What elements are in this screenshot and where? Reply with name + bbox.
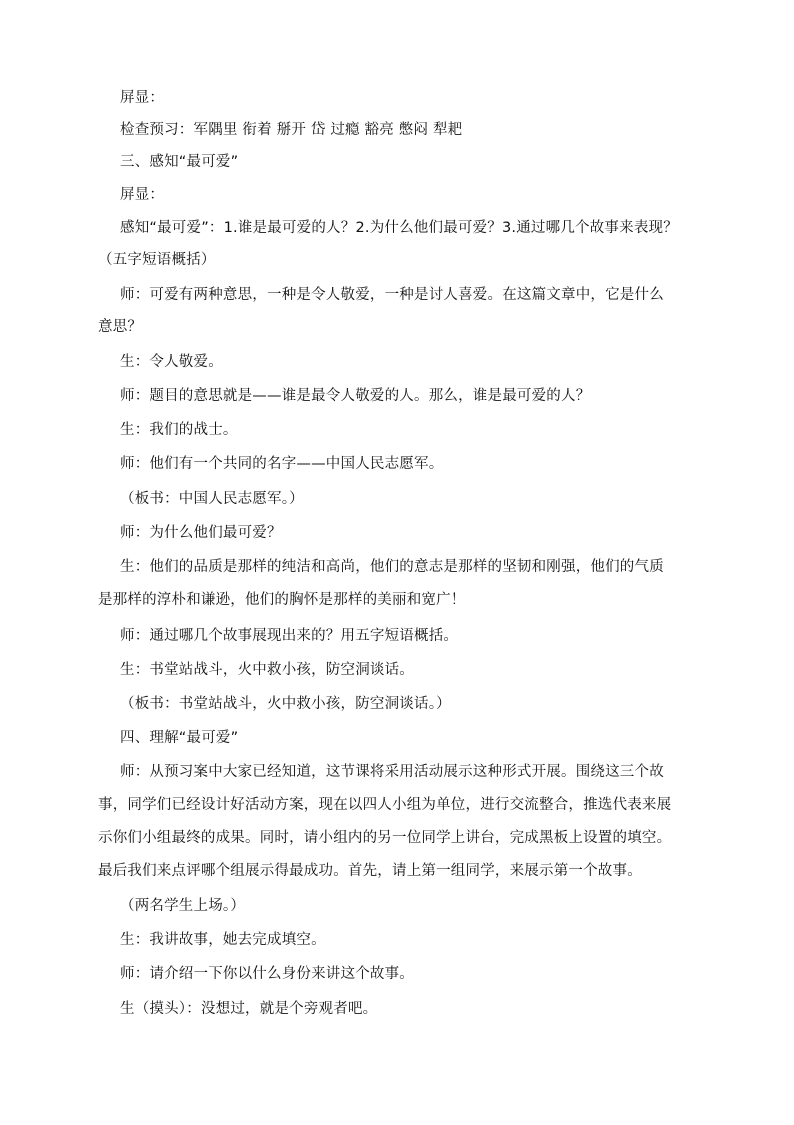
text-line: 生：我们的战士。 <box>120 422 238 438</box>
text-line: 事，同学们已经设计好活动方案，现在以四人小组为单位，进行交流整合，推选代表来展 <box>98 797 672 813</box>
text-line: 是那样的淳朴和谦逊，他们的胸怀是那样的美丽和宽广！ <box>98 592 466 608</box>
text-line: 师：请介绍一下你以什么身份来讲这个故事。 <box>120 966 414 982</box>
text-line: （五字短语概括） <box>98 252 216 268</box>
text-line: 检查预习：军隅里 衔着 掰开 岱 过瘾 豁亮 憋闷 犁耙 <box>120 122 463 138</box>
text-line: 示你们小组最终的成果。同时，请小组内的另一位同学上讲台，完成黑板上设置的填空。 <box>98 830 672 846</box>
text-line: （板书：书堂站战斗，火中救小孩，防空洞谈话。） <box>120 696 451 712</box>
text-line: 生（摸头）：没想过，就是个旁观者吧。 <box>120 1001 378 1017</box>
text-line: 师：题目的意思就是——谁是最令人敬爱的人。那么，谁是最可爱的人？ <box>120 388 591 404</box>
text-line: （板书：中国人民志愿军。） <box>120 491 304 507</box>
text-line: 最后我们来点评哪个组展示得最成功。首先，请上第一组同学，来展示第一个故事。 <box>98 863 642 879</box>
text-line: 意思？ <box>98 319 143 335</box>
text-line: 屏显： <box>120 90 165 106</box>
text-line: 师：他们有一个共同的名字——中国人民志愿军。 <box>120 456 444 472</box>
text-line: 师：从预习案中大家已经知道，这节课将采用活动展示这种形式开展。围绕这三个故 <box>120 764 664 780</box>
section-heading: 四、理解“最可爱” <box>120 730 239 746</box>
text-line: 屏显： <box>120 187 165 203</box>
text-line: 师：通过哪几个故事展现出来的？用五字短语概括。 <box>120 628 459 644</box>
text-line: 师：为什么他们最可爱？ <box>120 525 282 541</box>
text-line: 感知“最可爱”：1.谁是最可爱的人？2.为什么他们最可爱？3.通过哪几个故事来表现？ <box>120 220 678 236</box>
text-line: 生：他们的品质是那样的纯洁和高尚，他们的意志是那样的坚韧和刚强，他们的气质 <box>120 559 664 575</box>
section-heading: 三、感知“最可爱” <box>120 154 239 170</box>
text-line: （两名学生上场。） <box>120 898 246 914</box>
text-line: 生：书堂站战斗，火中救小孩，防空洞谈话。 <box>120 662 414 678</box>
text-line: 生：我讲故事，她去完成填空。 <box>120 932 326 948</box>
text-line: 师：可爱有两种意思，一种是令人敬爱，一种是讨人喜爱。在这篇文章中，它是什么 <box>120 287 664 303</box>
text-line: 生：令人敬爱。 <box>120 354 223 370</box>
